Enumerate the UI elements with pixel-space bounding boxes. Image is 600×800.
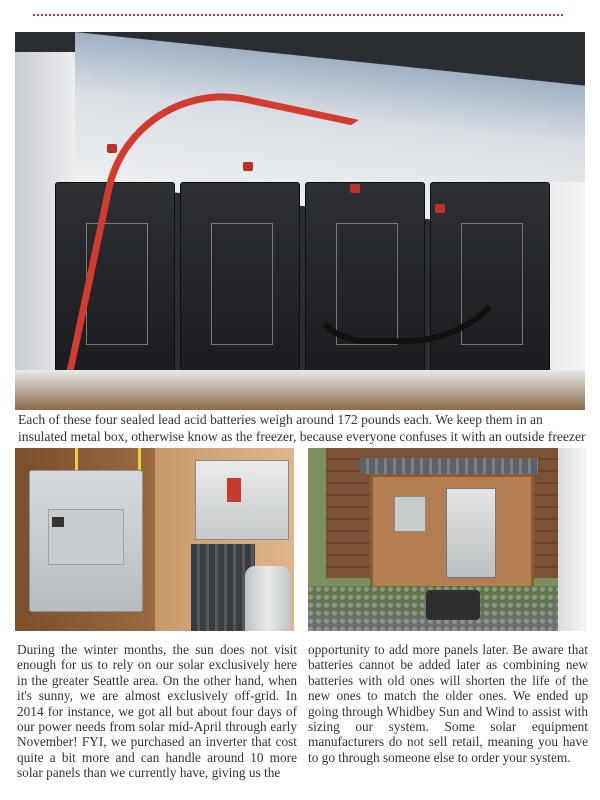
photo-caption: Each of these four sealed lead acid batteries weigh around 172 pounds each. We keep them in an insulated metal box, otherwise know as the freezer, because everyone confuses it with an outside freezer [18, 412, 586, 444]
breaker-panel-photo [15, 448, 294, 631]
body-text-left: During the winter months, the sun does not visit enough for us to rely on our solar exclusively here in the greater Seattle area. On the other hand, when it's sunny, we are almost exclusively off-grid. In 2014 for instance, we got all but about four days of our power needs from solar mid-April through early November! FYI, we purchased an inverter that cost quite a bit more and can handle around 10 more solar panels than we currently have, giving us the [17, 642, 297, 781]
breaker-panel [29, 470, 143, 612]
body-text-right: opportunity to add more panels later. Be aware that batteries cannot be added later as combining new batteries with old ones will shorten the life of the new ones to match the older ones. We ended up going through Whidbey Sun and Wind to assist with sizing our system. Some solar equipment manufacturers do not sell retail, meaning you have to go through someone else to order your system. [308, 642, 588, 765]
yellow-wires [75, 448, 141, 470]
utility-meter [446, 488, 496, 578]
water-tank [245, 566, 291, 631]
breaker-switch [52, 517, 64, 527]
disconnect-box [394, 496, 426, 532]
terminal-1 [107, 144, 117, 153]
dotted-divider [33, 14, 563, 16]
enclosure-roof [360, 458, 538, 474]
trailer-hitch [426, 590, 480, 620]
box-floor [15, 370, 585, 410]
outdoor-enclosure-photo [308, 448, 586, 631]
charge-controller [195, 460, 289, 540]
battery-box-photo [15, 32, 585, 410]
